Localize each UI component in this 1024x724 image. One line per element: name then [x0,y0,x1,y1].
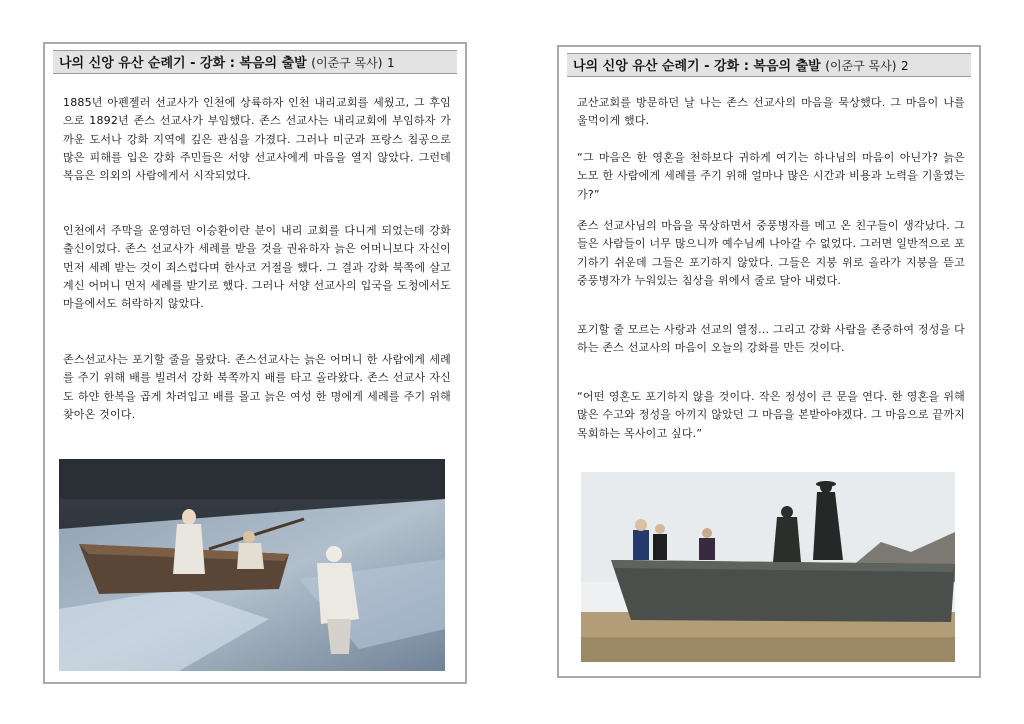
paragraph: 인천에서 주막을 운영하던 이승환이란 분이 내리 교회를 다니게 되었는데 강화 출신이었다. 존스 선교사가 세례를 받을 것을 권유하자 늙은 어머니보다 자신이 먼저 세례 받는 것이 죄스럽다며 한사코 거절을 했다. 그 결과 강화 북쪽에 살고 계신 어머니 먼저 세례를 받기로 했다. 그러나 서양 선교사의 입국을 도청에서도 마을에서도 허락하지 않았다. [63,224,451,311]
paragraph: 교산교회를 방문하던 날 나는 존스 선교사의 마음을 묵상했다. 그 마음이 나를 울먹이게 했다. [577,96,965,128]
document-page-2 [557,45,981,678]
paragraph: “그 마음은 한 영혼을 천하보다 귀하게 여기는 하나님의 마음이 아닌가? 늙은 노모 한 사람에게 세례를 주기 위해 얼마나 많은 시간과 비용과 노력을 기울였는가?” [577,151,965,201]
page-number: 1 [386,56,395,70]
boat-sculpture-photo [581,472,955,662]
header-title: 나의 신앙 유산 순례기 - 강화 : 복음의 출발 [573,59,821,74]
boat-diorama-photo [59,459,445,671]
paragraph: 1885년 아펜젤러 선교사가 인천에 상륙하자 인천 내리교회를 세웠고, 그 후임으로 1892년 존스 선교사가 부임했다. 존스 선교사는 내리교회에 부임하자 가까운 도서나 강화 지역에 깊은 관심을 가졌다. 그러나 미군과 프랑스 침공으로 많은 피해를 입은 강화 주민들은 서양 선교사에게 마음을 열지 않았다. 그런데 복음은 의외의 사람에게서 시작되었다. [63,96,451,183]
paragraph: 포기할 줄 모르는 사랑과 선교의 열정... 그리고 강화 사람을 존중하여 정성을 다하는 존스 선교사의 마음이 오늘의 강화를 만든 것이다. [577,323,965,355]
document-page-1 [43,42,467,684]
header-author: (이준구 목사) [311,56,383,70]
paragraph: 존스 선교사님의 마음을 묵상하면서 중풍병자를 메고 온 친구들이 생각났다. 그들은 사람들이 너무 많으니까 예수님께 나아갈 수 없었다. 그러면 일반적으로 포기하기 쉬운데 그들은 포기하지 않았다. 그들은 지붕 위로 올라가 지붕을 뜯고 중풍병자가 누워있는 침상을 위에서 줄로 달아 내렸다. [577,219,965,287]
page-number: 2 [900,59,909,73]
page-header [567,53,971,77]
header-title: 나의 신앙 유산 순례기 - 강화 : 복음의 출발 [59,56,307,71]
paragraph: 존스선교사는 포기할 줄을 몰랐다. 존스선교사는 늙은 어머니 한 사람에게 세례를 주기 위해 배를 빌려서 강화 북쪽까지 배를 타고 올라왔다. 존스 선교사 자신도 하얀 한복을 곱게 차려입고 배를 몰고 늙은 여성 한 명에게 세례를 주기 위해 찾아온 것이다. [63,353,451,421]
page-header [53,50,457,74]
header-author: (이준구 목사) [825,59,897,73]
paragraph: “어떤 영혼도 포기하지 않을 것이다. 작은 정성이 큰 문을 연다. 한 영혼을 위해 많은 수고와 정성을 아끼지 않았던 그 마음을 본받아야겠다. 그 마음으로 끝까지 목회하는 목사이고 싶다.” [577,390,965,440]
